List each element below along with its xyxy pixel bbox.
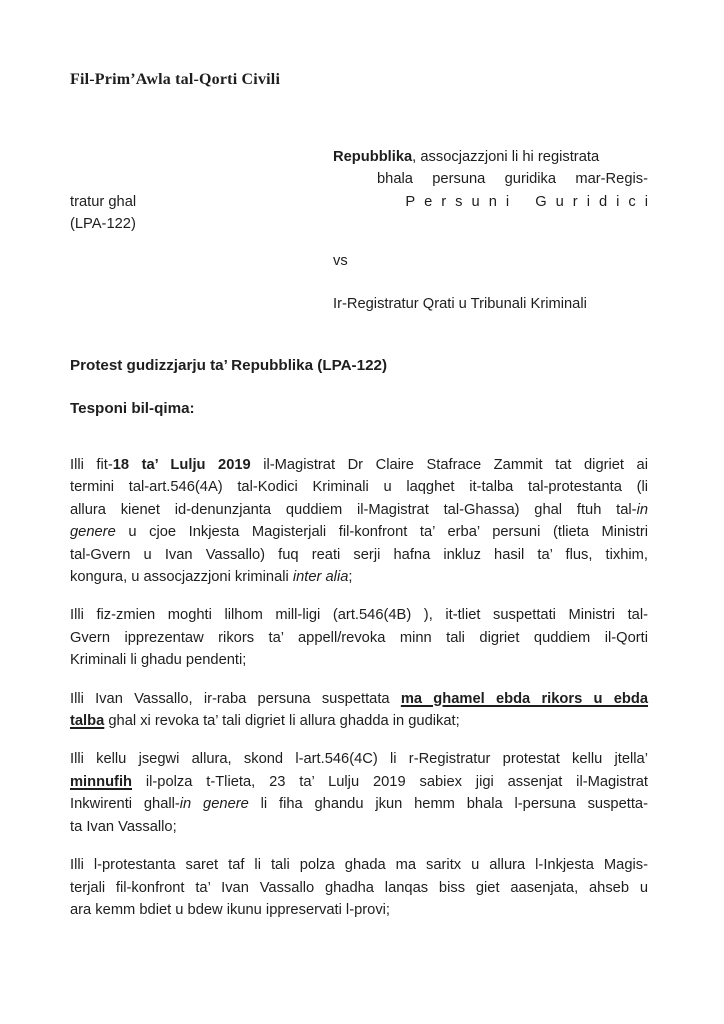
respondent-line: Ir-Registratur Qrati u Tribunali Kriminali bbox=[333, 296, 587, 312]
plaintiff-line-3-left: tratur ghal bbox=[70, 193, 137, 210]
paragraph bbox=[70, 604, 648, 671]
text-segment: Gvern ipprezentaw rikors ta’ appell/revoka minn tali digriet quddiem il-Qorti bbox=[70, 629, 648, 646]
plaintiff-line-2: bhala persuna guridika mar-Regis- bbox=[377, 171, 648, 188]
text-segment: Illi fiz-zmien moghti lilhom mill-ligi (art.546(4B) ), it-tliet suspettati Ministri tal- bbox=[70, 607, 648, 624]
plaintiff-line-1 bbox=[333, 146, 648, 168]
text-segment: il-Magistrat Dr Claire Stafrace Zammit tat digriet ai bbox=[250, 457, 648, 473]
paragraph-line bbox=[70, 793, 648, 815]
paragraph-line bbox=[70, 816, 648, 838]
text-segment: genere bbox=[70, 524, 116, 541]
text-segment: ; bbox=[348, 569, 353, 586]
body-paragraphs bbox=[70, 454, 648, 921]
paragraph-line bbox=[70, 499, 648, 521]
text-segment: ghal xi revoka ta’ tali digriet li allura ghadda in gudikat; bbox=[104, 713, 460, 730]
paragraph-line bbox=[70, 899, 648, 921]
court-header: Fil-Prim’Awla tal-Qorti Civili bbox=[70, 71, 281, 88]
text-segment: in bbox=[636, 501, 648, 518]
paragraph-line bbox=[70, 604, 648, 626]
text-segment: Inkwirenti ghall- bbox=[70, 796, 180, 813]
text-segment: terjali fil-konfront ta’ Ivan Vassallo ghadha lanqas biss giet aasenjata, ahseb u bbox=[70, 879, 648, 896]
paragraph-line bbox=[70, 454, 648, 476]
paragraph-line bbox=[70, 748, 648, 770]
text-segment: allura kienet id-denunzjanta quddiem il-Magistrat tal-Ghassa) ghal ftuh tal- bbox=[70, 501, 637, 518]
paragraph-line bbox=[70, 771, 648, 793]
text-segment: Illi fit- bbox=[70, 457, 113, 473]
paragraph-line bbox=[70, 710, 648, 732]
text-segment: kongura, u assocjazzjoni kriminali bbox=[70, 569, 293, 586]
text-segment: li fiha ghandu jkun hemm bhala l-persuna suspetta- bbox=[248, 796, 648, 813]
paragraph bbox=[70, 454, 648, 588]
paragraph-line bbox=[70, 649, 648, 671]
plaintiff-line-3 bbox=[70, 191, 657, 213]
text-segment: Kriminali li ghadu pendenti; bbox=[70, 652, 247, 669]
paragraph bbox=[70, 688, 648, 733]
text-segment: ma ghamel ebda rikors u ebda bbox=[400, 690, 648, 707]
text-segment: Illi Ivan Vassallo, ir-raba persuna suspettata bbox=[70, 690, 401, 707]
text-segment: termini tal-art.546(4A) tal-Kodici Kriminali u laqghet it-talba tal-protestanta (li bbox=[70, 479, 648, 496]
paragraph-line bbox=[70, 877, 648, 899]
text-segment: inter alia bbox=[292, 569, 349, 586]
paragraph-line bbox=[70, 627, 648, 649]
document-title: Protest gudizzjarju ta’ Repubblika (LPA-122) bbox=[70, 357, 388, 374]
paragraph-line bbox=[70, 476, 648, 498]
paragraph-line bbox=[70, 566, 648, 588]
text-segment: minnufih bbox=[70, 773, 132, 790]
text-segment: il-polza t-Tlieta, 23 ta’ Lulju 2019 sabiex jigi assenjat il-Magistrat bbox=[132, 773, 648, 790]
text-segment: ara kemm bdiet u bdew ikunu ippreservati l-provi; bbox=[70, 901, 391, 918]
text-segment: ta Ivan Vassallo; bbox=[70, 818, 177, 835]
parties-block bbox=[70, 146, 657, 236]
text-segment: talba bbox=[70, 713, 105, 730]
salutation: Tesponi bil-qima: bbox=[70, 400, 195, 417]
text-segment: in genere bbox=[179, 796, 249, 813]
paragraph-line bbox=[70, 688, 648, 710]
plaintiff-line-3-right: Persuni Guridici bbox=[405, 193, 657, 210]
plaintiff-line-1-rest: , assocjazzjoni li hi registrata bbox=[412, 149, 600, 165]
versus-label: vs bbox=[333, 253, 348, 269]
case-reference: (LPA-122) bbox=[70, 216, 136, 233]
paragraph-line bbox=[70, 521, 648, 543]
paragraph bbox=[70, 748, 648, 838]
paragraph-line bbox=[70, 544, 648, 566]
text-segment: u cjoe Inkjesta Magisterjali fil-konfront ta’ erba’ persuni (tlieta Ministri bbox=[115, 524, 648, 541]
paragraph bbox=[70, 854, 648, 921]
text-segment: Illi l-protestanta saret taf li tali polza ghada ma saritx u allura l-Inkjesta Magis- bbox=[70, 857, 648, 874]
text-segment: Illi kellu jsegwi allura, skond l-art.546(4C) li r-Registratur protestat kellu jtella’ bbox=[70, 751, 648, 768]
paragraph-line bbox=[70, 854, 648, 876]
text-segment: tal-Gvern u Ivan Vassallo) fuq reati serji hafna inkluz hasil ta’ flus, tixhim, bbox=[70, 546, 648, 563]
text-segment: 18 ta’ Lulju 2019 bbox=[112, 457, 251, 473]
plaintiff-name: Repubblika bbox=[333, 149, 413, 165]
